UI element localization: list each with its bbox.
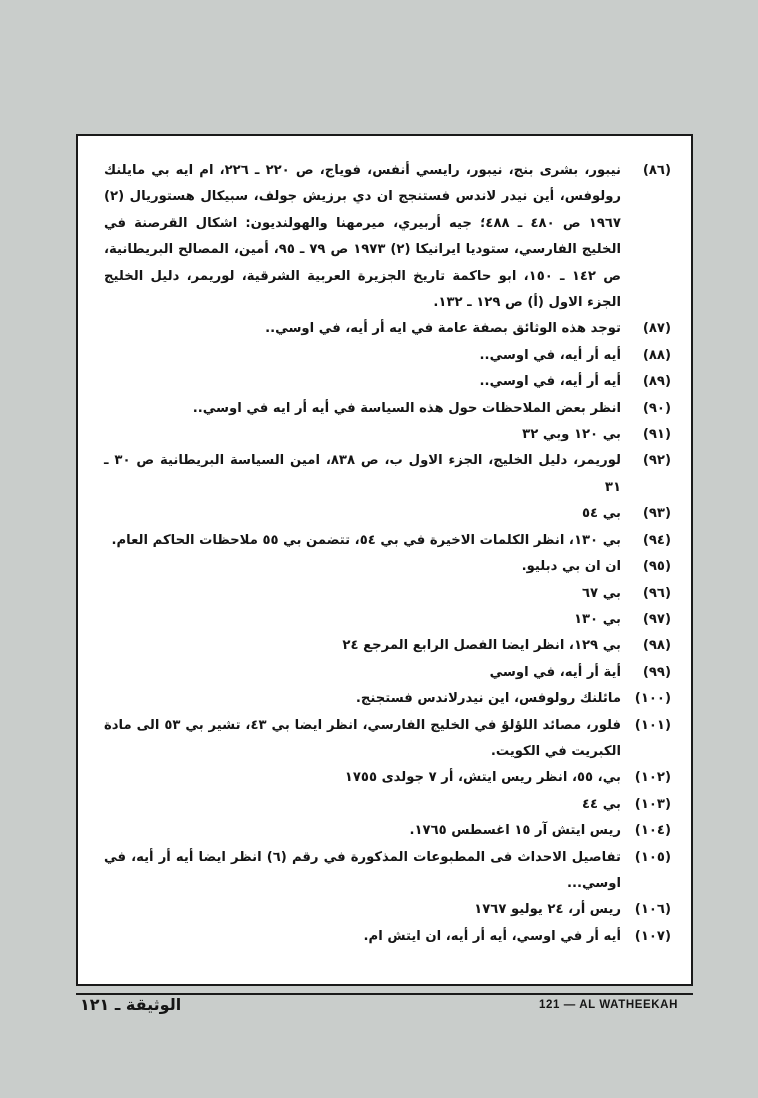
endnote-item <box>104 528 671 554</box>
endnote-item <box>104 607 671 633</box>
endnote-text: ان ان بي دبليو. <box>521 559 621 575</box>
endnote-text: مائلنك رولوفس، اين نيدرلاندس فستجنج. <box>355 691 621 707</box>
endnote-number: (١٠٢) <box>634 770 671 786</box>
endnote-item <box>104 765 671 791</box>
endnote-number: (١٠٧) <box>634 928 671 944</box>
endnote-item <box>104 581 671 607</box>
endnote-number: (٩٧) <box>642 611 671 627</box>
endnote-item <box>104 660 671 686</box>
endnote-item <box>104 686 671 712</box>
endnote-number: (٩٠) <box>642 400 671 416</box>
endnote-text: أية أر أيه، في اوسي <box>489 664 621 680</box>
footer-arabic-page-label: الوثيقة ـ ١٢١ <box>80 995 182 1014</box>
endnote-text: بي ١٣٠، انظر الكلمات الاخيرة في بي ٥٤، تتضمن بي ٥٥ ملاحظات الحاكم العام. <box>111 532 621 548</box>
endnote-item <box>104 316 671 342</box>
endnote-number: (١٠١) <box>634 717 671 733</box>
endnote-number: (٩٩) <box>642 664 671 680</box>
endnote-item <box>104 396 671 422</box>
endnote-number: (٩٤) <box>642 532 671 548</box>
endnote-number: (١٠٤) <box>634 823 671 839</box>
endnote-item <box>104 792 671 818</box>
endnote-text: ريس أر، ٢٤ يوليو ١٧٦٧ <box>474 902 621 918</box>
endnote-item <box>104 343 671 369</box>
endnote-text: بي ١٢٠ وبي ٣٢ <box>522 427 621 443</box>
endnote-item <box>104 924 671 950</box>
endnote-number: (٨٧) <box>642 321 671 337</box>
endnote-text: توجد هذه الوثائق بصفة عامة في ايه أر أيه، في اوسي.. <box>265 321 621 337</box>
endnote-number: (٨٩) <box>642 374 671 390</box>
endnote-text: ريس ايتش آر ١٥ اغسطس ١٧٦٥. <box>409 823 621 839</box>
endnote-number: (١٠٣) <box>634 796 671 812</box>
endnote-item <box>104 818 671 844</box>
endnote-item <box>104 369 671 395</box>
endnote-text: بي ٥٤ <box>582 506 621 522</box>
endnote-number: (١٠٦) <box>634 902 671 918</box>
endnote-number: (٩٦) <box>642 585 671 601</box>
endnote-number: (١٠٥) <box>634 849 671 865</box>
endnote-text: بي ٤٤ <box>582 796 621 812</box>
endnote-text: بي، ٥٥، انظر ريس ايتش، أر ٧ جولدى ١٧٥٥ <box>344 770 621 786</box>
endnote-text: فلور، مصائد اللؤلؤ في الخليج الفارسي، انظر ايضا بي ٤٣، تشير بي ٥٣ الى مادة الكبريت في الكويت. <box>104 717 621 759</box>
endnote-item <box>104 897 671 923</box>
page-frame <box>76 134 693 986</box>
endnote-number: (٩٢) <box>642 453 671 469</box>
endnote-text: أيه أر أيه، في اوسي.. <box>479 347 621 363</box>
footer-english-page-label: 121 — AL WATHEEKAH <box>538 999 678 1011</box>
endnote-text: أيه أر في اوسي، أيه أر أيه، ان ايتش ام. <box>363 928 621 944</box>
endnote-text: أيه أر أيه، في اوسي.. <box>479 374 621 390</box>
endnote-item <box>104 448 671 501</box>
endnote-item <box>104 633 671 659</box>
endnote-number: (٩٥) <box>642 559 671 575</box>
endnote-item <box>104 422 671 448</box>
endnote-item <box>104 554 671 580</box>
endnote-text: لوريمر، دليل الخليج، الجزء الاول ب، ص ٨٣٨، امين السياسة البريطانية ص ٣٠ ـ ٣١ <box>104 453 621 495</box>
endnote-text: نيبور، بشرى بنج، نيبور، رايسي أنفس، فوياج، ص ٢٢٠ ـ ٢٢٦، ام ايه بي مايلنك رولوفس، أين نيدر لاندس فستنجج ان دي برزيش جولف، سبيكال هستوريال (٢) ١٩٦٧ ص ٤٨٠ ـ ٤٨٨؛ جيه أربيري، ميرمهنا والهولنديون: اشكال القرصنة في الخليج الفارسي، ستوديا ايرانيكا (٢) ١٩٧٣ ص ٧٩ ـ ٩٥، أمين، المصالح البريطانية، ص ١٤٢ ـ ١٥٠، ابو حاكمة تاريخ الجزيرة العربية الشرقية، لوريمر، دليل الخليج الجزء الاول (أ) ص ١٢٩ ـ ١٣٢. <box>104 163 621 311</box>
endnote-item <box>104 845 671 898</box>
endnote-number: (١٠٠) <box>634 691 671 707</box>
endnote-item <box>104 713 671 766</box>
endnote-number: (٩١) <box>642 427 671 443</box>
endnote-number: (٨٦) <box>642 163 671 178</box>
endnote-item <box>104 158 671 316</box>
endnote-text: انظر بعض الملاحظات حول هذه السياسة في أيه أر ايه في اوسي.. <box>192 400 621 416</box>
endnote-text: بي ١٣٠ <box>573 611 621 627</box>
endnote-text: بي ٦٧ <box>582 585 621 601</box>
endnote-text: بي ١٢٩، انظر ايضا الفصل الرابع المرجع ٢٤ <box>342 638 621 654</box>
endnote-number: (٩٨) <box>642 638 671 654</box>
endnotes-list <box>104 158 671 950</box>
endnote-item <box>104 501 671 527</box>
endnote-text: تفاصيل الاحداث فى المطبوعات المذكورة في رقم (٦) انظر ايضا أيه أر أيه، في اوسي... <box>104 849 621 891</box>
endnote-number: (٩٣) <box>642 506 671 522</box>
endnote-number: (٨٨) <box>642 347 671 363</box>
